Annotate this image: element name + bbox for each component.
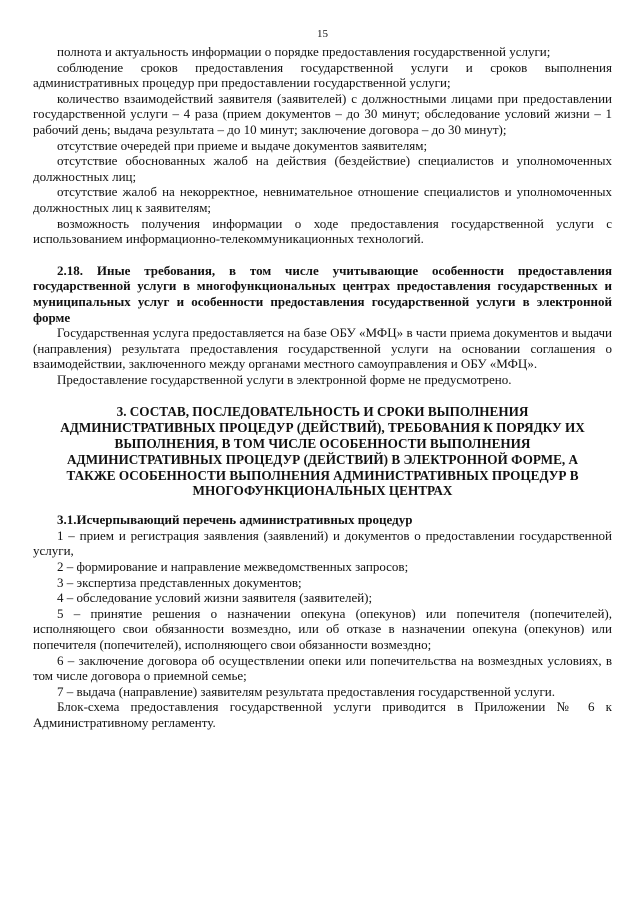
- procedure-item: 6 – заключение договора об осуществлении опеки или попечительства на возмездных условиях, в том числе договора о приемной семье;: [33, 652, 612, 684]
- section-2-18-paragraph: Государственная услуга предоставляется на базе ОБУ «МФЦ» в части приема документов и выдачи (направления) результата предоставления государственной услуги на основании соглашения о взаимодействии, заключенного между органами местного самоуправления и ОБУ «МФЦ».: [33, 325, 612, 372]
- procedure-item: 5 – принятие решения о назначении опекуна (опекунов) или попечителя (попечителей), исполняющего свои обязанности возмездно, или об отказе в назначении опекуна (опекунов) или попечителя (попечителей), исполняющего свои обязанности возмездно;: [33, 605, 612, 652]
- indicator-item: соблюдение сроков предоставления государственной услуги и сроков выполнения административных процедур при предоставлении государственной услуги;: [33, 59, 612, 91]
- flowchart-reference: Блок-схема предоставления государственной услуги приводится в Приложении № 6 к Административному регламенту.: [33, 699, 612, 730]
- quality-indicators-list: [33, 44, 612, 247]
- indicator-item: количество взаимодействий заявителя (заявителей) с должностными лицами при предоставлении государственной услуги – 4 раза (прием документов – до 30 минут; обследование условий жизни – 1 рабочий день; выдача результата – до 10 минут; заключение договора – до 30 минут);: [33, 90, 612, 137]
- indicator-item: возможность получения информации о ходе предоставления государственной услуги с использованием информационно-телекоммуникационных технологий.: [33, 215, 612, 247]
- indicator-item: полнота и актуальность информации о порядке предоставления государственной услуги;: [57, 44, 551, 59]
- procedure-item: 7 – выдача (направление) заявителям результата предоставления государственной услуги.: [57, 683, 555, 699]
- procedure-item: 2 – формирование и направление межведомственных запросов;: [57, 559, 409, 575]
- procedure-item: 1 – прием и регистрация заявления (заявлений) и документов о предоставлении государственной услуги,: [33, 527, 612, 559]
- section-2-18-paragraph: Предоставление государственной услуги в электронной форме не предусмотрено.: [57, 371, 512, 387]
- page-number: 15: [317, 28, 328, 40]
- procedures-list: [33, 528, 612, 700]
- procedure-item: 3 – экспертиза представленных документов;: [57, 574, 302, 590]
- section-3-1-heading: 3.1.Исчерпывающий перечень административных процедур: [57, 512, 413, 528]
- section-2-18-heading: 2.18. Иные требования, в том числе учитывающие особенности предоставления государственной услуги в многофункциональных центрах предоставления государственных и муниципальных услуг и особенности предоставления государственной услуги в электронной форме: [33, 262, 612, 325]
- indicator-item: отсутствие обоснованных жалоб на действия (бездействие) специалистов и уполномоченных должностных лиц;: [33, 153, 612, 184]
- chapter-3-heading: 3. СОСТАВ, ПОСЛЕДОВАТЕЛЬНОСТЬ И СРОКИ ВЫПОЛНЕНИЯ АДМИНИСТРАТИВНЫХ ПРОЦЕДУР (ДЕЙСТВИЙ), ТРЕБОВАНИЯ К ПОРЯДКУ ИХ ВЫПОЛНЕНИЯ, В ТОМ ЧИСЛЕ ОСОБЕННОСТИ ВЫПОЛНЕНИЯ АДМИНИСТРАТИВНЫХ ПРОЦЕДУР (ДЕЙСТВИЙ) В ЭЛЕКТРОННОЙ ФОРМЕ, А ТАКЖЕ ОСОБЕННОСТИ ВЫПОЛНЕНИЯ АДМИНИСТРАТИВНЫХ ПРОЦЕДУР В МНОГОФУНКЦИОНАЛЬНЫХ ЦЕНТРАХ: [60, 404, 585, 499]
- procedure-item: 4 – обследование условий жизни заявителя (заявителей);: [57, 590, 373, 606]
- indicator-item: отсутствие жалоб на некорректное, невнимательное отношение специалистов и уполномоченных должностных лиц к заявителям;: [33, 184, 612, 215]
- indicator-item: отсутствие очередей при приеме и выдаче документов заявителям;: [57, 137, 428, 153]
